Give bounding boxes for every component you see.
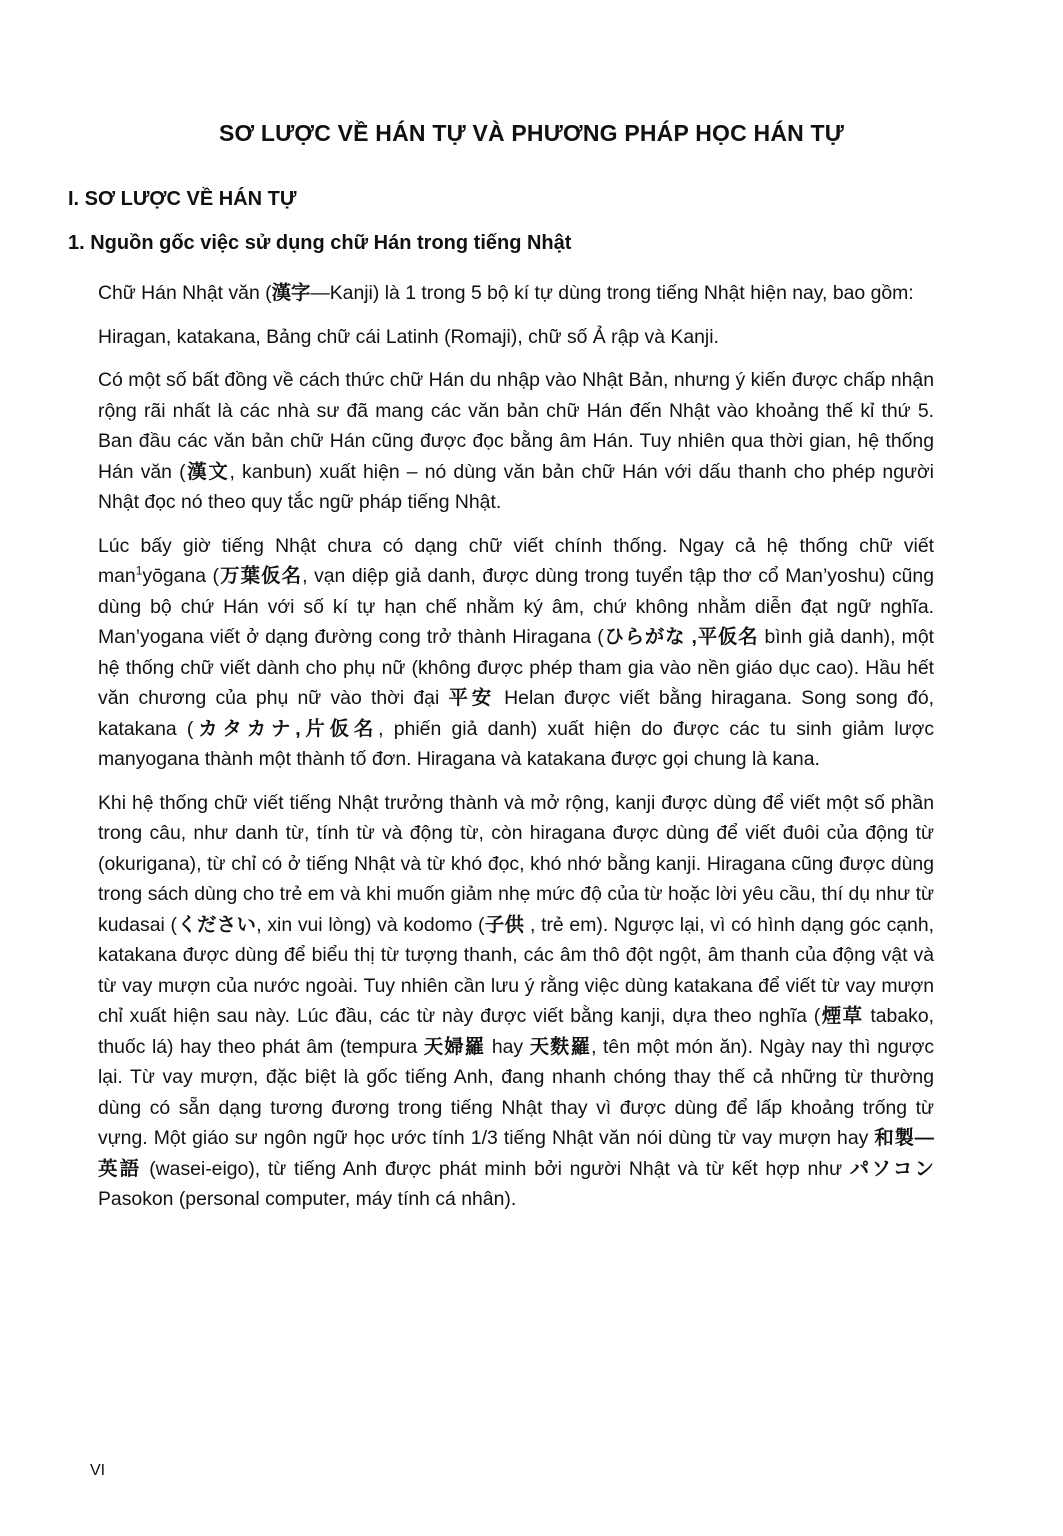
paragraph-2: Hiragan, katakana, Bảng chữ cái Latinh (Romaji), chữ số Ả rập và Kanji. [98, 325, 719, 348]
kanji-term: 子供 [484, 913, 525, 936]
text-run: tabako, thuốc lá) hay theo phát âm (tempura [98, 1005, 934, 1058]
text-run: Khi hệ thống chữ viết tiếng Nhật trưởng thành và mở rộng, kanji được dùng để viết một số phần trong câu, như danh từ, tính từ và động từ, còn hiragana được dùng để viết đuôi của động từ (okurigana), từ chỉ có ở tiếng Nhật và từ khó đọc, khó nhớ bằng kanji. Hiragana cũng được dùng trong sách dùng cho trẻ em và khi muốn giảm nhẹ mức độ của từ hoặc lời yêu cầu, thí dụ như từ kudasai ( [98, 791, 934, 936]
text-run: Lúc bấy giờ tiếng Nhật chưa có dạng chữ viết chính thống. Ngay cả hệ thống chữ viết man [98, 534, 934, 587]
paragraph-4 [98, 531, 934, 775]
text-run: Pasokon (personal computer, máy tính cá nhân). [98, 1188, 517, 1210]
text-run: , vạn diệp giả danh, được dùng trong tuyển tập thơ cổ Man’yoshu) cũng dùng bộ chứ Hán với số kí tự hạn chế nhằm ký âm, chứ không nhằm diễn đạt ngữ nghĩa. Man’yogana viết ở dạng đường cong trở thành Hiragana ( [98, 565, 935, 648]
kanji-term: 天婦羅 [423, 1035, 486, 1058]
text-run: Chữ Hán Nhật văn ( [98, 282, 272, 304]
text-run: Helan được viết bằng hiragana. Song song đó, katakana ( [98, 687, 934, 740]
kana-term: ひらがな ,平仮名 [603, 626, 759, 648]
text-run: (wasei-eigo), từ tiếng Anh được phát minh bởi người Nhật và từ kết hợp như [141, 1157, 850, 1180]
kana-term: ください [177, 913, 257, 936]
text-run: bình giả danh), một hệ thống chữ viết dành cho phụ nữ (không được phép tham gia vào nền giáo dục cao). Hầu hết văn chương của phụ nữ vào thời đại [98, 626, 934, 709]
paragraph-1 [98, 278, 934, 309]
kanji-term: 万葉仮名 [219, 565, 303, 587]
kanji-term: 和製—英語 [98, 1127, 935, 1180]
text-run: yōgana ( [142, 565, 220, 587]
footnote-marker[interactable]: 1 [135, 563, 143, 578]
kana-term: パソコン [849, 1157, 934, 1180]
text-run: , xin vui lòng) và kodomo ( [256, 913, 485, 936]
kanji-term: 漢字 [271, 282, 311, 304]
subsection-heading: 1. Nguồn gốc việc sử dụng chữ Hán trong tiếng Nhật [68, 232, 572, 254]
paragraph-3 [98, 365, 934, 518]
text-run: —Kanji) là 1 trong 5 bộ kí tự dùng trong tiếng Nhật hiện nay, bao gồm: [310, 282, 914, 304]
text-run: , phiến giả danh) xuất hiện do được các tu sinh giảm lược manyogana thành một thành tố đơn. Hiragana và katakana được gọi chung là kana. [98, 717, 935, 770]
paragraph-5 [98, 788, 934, 1215]
kanji-term: 漢文 [185, 460, 230, 483]
text-run: , tên một món ăn). Ngày nay thì ngược lại. Từ vay mượn, đặc biệt là gốc tiếng Anh, đang nhanh chóng thay thế cả những từ thường dùng có sẵn dạng tương đương trong tiếng Nhật thay vì được dùng để lấp khoảng trống từ vựng. Một giáo sư ngôn ngữ học ước tính 1/3 tiếng Nhật văn nói dùng từ vay mượn hay [98, 1035, 935, 1149]
text-run: , kanbun) xuất hiện – nó dùng văn bản chữ Hán với dấu thanh cho phép người Nhật đọc nó theo quy tắc ngữ pháp tiếng Nhật. [98, 460, 934, 513]
text-run: Có một số bất đồng về cách thức chữ Hán du nhập vào Nhật Bản, nhưng ý kiến được chấp nhận rộng rãi nhất là các nhà sư đã mang các văn bản chữ Hán đến Nhật vào khoảng thế kỉ thứ 5. Ban đầu các văn bản chữ Hán cũng được đọc bằng âm Hán. Tuy nhiên qua thời gian, hệ thống Hán văn ( [98, 369, 934, 483]
section-heading: I. SƠ LƯỢC VỀ HÁN TỰ [68, 188, 297, 210]
kana-term: カタカナ,片仮名 [193, 717, 379, 740]
body-text [98, 278, 934, 1228]
kanji-term: 平安 [448, 687, 495, 709]
kanji-term: 煙草 [820, 1005, 864, 1027]
text-run: , trẻ em). Ngược lại, vì có hình dạng góc cạnh, katakana được dùng để biểu thị từ tượng thanh, các âm thô đột ngột, âm thanh của động vật và từ vay mượn của nước ngoài. Tuy nhiên cần lưu ý rằng việc dùng katakana để viết từ vay mượn chỉ xuất hiện sau này. Lúc đầu, các từ này được viết bằng kanji, dựa theo nghĩa ( [98, 913, 935, 1027]
page-title: SƠ LƯỢC VỀ HÁN TỰ VÀ PHƯƠNG PHÁP HỌC HÁN TỰ [218, 120, 845, 146]
text-run: hay [485, 1035, 530, 1058]
kanji-term: 天麩羅 [529, 1035, 592, 1058]
page-number: VI [90, 1462, 106, 1479]
